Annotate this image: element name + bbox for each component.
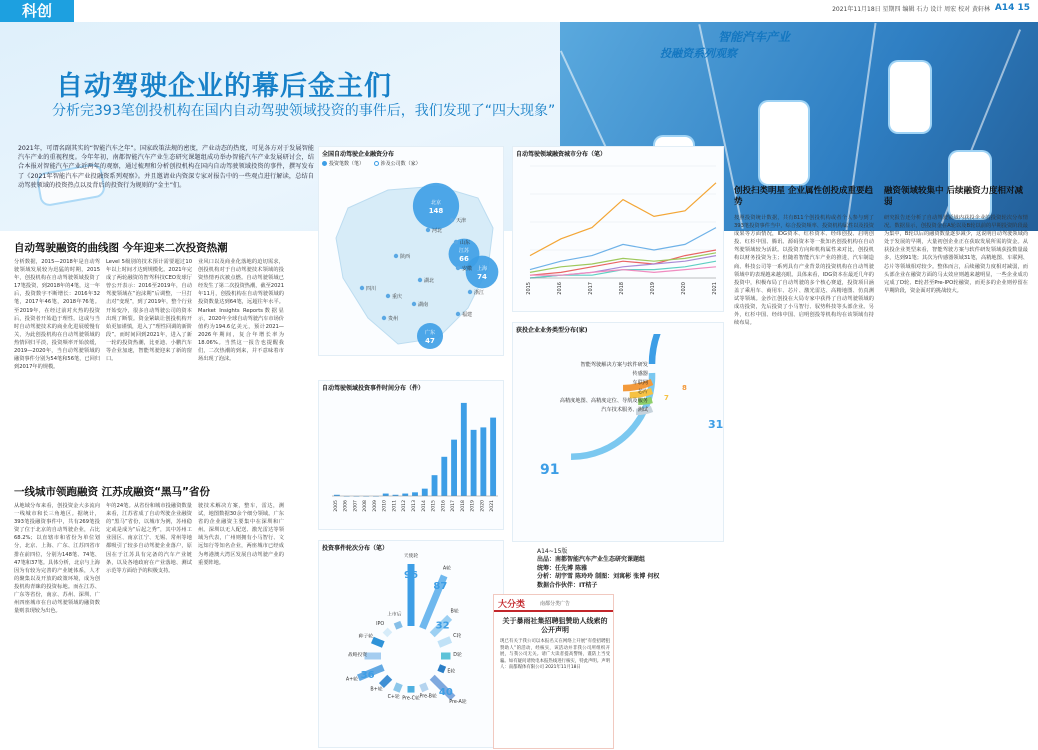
category-label: B轮 bbox=[450, 609, 459, 615]
category-label: 智能驾驶解决方案与软件研发 bbox=[580, 362, 648, 368]
series-line bbox=[530, 267, 716, 275]
car-icon bbox=[890, 62, 930, 132]
legend-item: 涉及公司数（家） bbox=[380, 161, 421, 167]
radial-bar bbox=[397, 622, 400, 628]
map-bubble bbox=[454, 240, 458, 244]
section-heading: 创投扫类明星 企业属性创投成重要趋势 bbox=[734, 186, 873, 207]
top-bar bbox=[0, 0, 1038, 22]
province-label: 河北 bbox=[432, 228, 443, 234]
province-label: 广东 bbox=[424, 330, 436, 336]
province-label: 四川 bbox=[366, 286, 377, 292]
section-logo: 科创 bbox=[0, 0, 74, 22]
category-label: B+轮 bbox=[370, 687, 383, 693]
value-label: 32 bbox=[435, 620, 450, 632]
radial-bar bbox=[422, 684, 425, 691]
radial-bar bbox=[385, 630, 390, 635]
series-title-line2: 投融资系列观察 bbox=[660, 47, 737, 60]
province-label: 天津 bbox=[456, 218, 467, 224]
province-label: 浙江 bbox=[474, 290, 485, 296]
map-bubble bbox=[468, 290, 472, 294]
credits-lead: 统筹：任先博 陈雅 bbox=[537, 564, 588, 572]
business-chart-title: 获投企业业务类型分布(家) bbox=[516, 327, 588, 334]
bar bbox=[383, 494, 389, 496]
credits-analysts: 分析：胡宇雪 陈玲玲 制图：刘寓彬 张博 何权 bbox=[537, 573, 660, 581]
bar-chart-title: 自动驾驶领域投资事件时间分布（件） bbox=[322, 385, 425, 392]
category-label: C轮 bbox=[453, 633, 462, 639]
bar bbox=[441, 457, 447, 496]
bar bbox=[402, 494, 408, 496]
value-label: 87 bbox=[433, 581, 448, 593]
article-column: 年的24笔。从省份和城市投融资数量来看，江苏省成了自动驾驶企业融资的“黑马”省份，以城市为例，苏州稳定或是成为“后起之秀”，其中苏州工业园区、南京江宁、无锡、常州等地都吸引了较多自动驾驶企业落户，原因在于江苏具有完备的汽车产业链条，以及各地政府在产业落地、测试示范等方面给予的积极支持。 bbox=[106, 503, 192, 574]
province-label: 重庆 bbox=[392, 294, 403, 300]
rounds-chart bbox=[318, 552, 504, 748]
map-bubble bbox=[394, 254, 398, 258]
radial-bar bbox=[396, 684, 399, 692]
bar bbox=[451, 440, 457, 496]
bar bbox=[422, 489, 428, 496]
value-label: 91 bbox=[540, 462, 560, 478]
tick-label: 2020 bbox=[681, 282, 687, 295]
ad-header bbox=[494, 595, 613, 609]
tick-label: 2018 bbox=[619, 282, 625, 295]
tick-label: 2017 bbox=[451, 500, 457, 512]
line-chart bbox=[512, 158, 724, 312]
category-label: Pre-A轮 bbox=[449, 699, 467, 705]
category-label: Pre-B轮 bbox=[419, 694, 437, 700]
map-bubble bbox=[456, 312, 460, 316]
map-bubble bbox=[456, 266, 460, 270]
province-label: 上海 bbox=[476, 266, 488, 272]
tick-label: 2009 bbox=[372, 500, 378, 512]
category-label: IPO bbox=[376, 622, 385, 628]
tick-label: 2019 bbox=[470, 500, 476, 512]
bar bbox=[490, 418, 496, 496]
article-column: 业风口以及商业化落地的迫切需求，创投机构对于自动驾驶技术领域的投资热情再次被点燃。自动驾驶领域已经发生了第二次投资热潮，截至2021年11月，创投机构在自动驾驶领域的投资数量达到64笔，远超往年水平。Market Insights Reports数据显示，2020年全球自动驾驶汽车市场价值约为194.6亿美元，预计2021—2026年期间，复合年增长率为18.06%。当然这一报告也提醒我们，二次热潮的到来，并不意味着市场出现了泡沫。 bbox=[198, 259, 284, 363]
map-chart-title: 全国自动驾驶企业融资分布 bbox=[322, 151, 395, 158]
tick-label: 2015 bbox=[431, 500, 437, 512]
province-label: 安徽 bbox=[462, 266, 473, 272]
category-label: E轮 bbox=[447, 669, 456, 675]
series-line bbox=[530, 228, 716, 270]
category-label: Pre-C轮 bbox=[402, 696, 420, 702]
subheadline: 分析完393笔创投机构在国内自动驾驶领域投资的事件后，我们发现了“四大现象” bbox=[52, 103, 556, 119]
tick-label: 2021 bbox=[712, 282, 718, 295]
category-label: 传感器 bbox=[632, 371, 648, 377]
category-label: A轮 bbox=[442, 566, 451, 572]
article-column: Level 5级别的技术预计需要超过10年以上时间才达到规模化。2021年完成了两轮融资的智驾科技CEO发球厅曾公开表示：2016至2019年，自动驾驶领域在“泡沫期”后调整，一旦打击对“变现”，到了2019年，整个行业开始变冷，很多自动驾驶公司的资本出现了断裂。资金紧缺让创投机构开始更加谨慎，进入了“理性回调的新阶段”。而时间回到2021年，进入了新一轮的投资热潮，比亚迪、小鹏汽车等企业加速，智能驾驶迎来了新的窗口。 bbox=[106, 259, 192, 363]
province-value: 148 bbox=[428, 207, 444, 215]
tick-label: 2010 bbox=[382, 500, 388, 512]
tick-label: 2016 bbox=[557, 282, 563, 295]
province-label: 江苏 bbox=[458, 248, 470, 254]
radial-bar bbox=[439, 640, 451, 645]
credits-producer: 出品：南都智能汽车产业生态研究课题组 bbox=[537, 556, 646, 564]
map-bubble bbox=[426, 228, 430, 232]
map-bubble bbox=[417, 323, 443, 349]
value-label: 8 bbox=[682, 384, 687, 392]
category-label: 车联网 bbox=[632, 380, 648, 386]
province-label: 山东 bbox=[460, 240, 471, 246]
bar bbox=[432, 475, 438, 496]
value-label: 40 bbox=[438, 686, 453, 698]
credits bbox=[537, 548, 727, 590]
province-value: 66 bbox=[459, 255, 469, 263]
page-number: A14 15 bbox=[994, 3, 1030, 13]
category-label: 高精度地图、高精度定位、导航及服务 bbox=[559, 398, 648, 404]
tick-label: 2011 bbox=[392, 500, 398, 512]
ad-body: 现已有关于我公司以本报名义在网络上开展“有偿招聘狙赞助人”的活动，经核实，该活动并非我公司所组织开展，与我公司无关。请广大读者提高警惕，谨防上当受骗。如有疑问请致电本报热线进行核实，特此声明。声明人：南都媒体有限公司 2021年11月18日 bbox=[500, 639, 610, 671]
tick-label: 2013 bbox=[412, 500, 417, 512]
series-title-line1: 智能汽车产业 bbox=[717, 30, 790, 44]
category-label: 芯片 bbox=[637, 389, 648, 395]
article-column: 研究报告还分析了自动驾驶领域内获投企业的投资轮次分布情况。数据显示，创投资金在A轮以及B轮以前的早期投资阶段最为集中，B轮以后的融资数量逐步减少，这说明自动驾驶领域尚处于发展的早期，大量初创企业正在获取发展所需的资金。从获投企业类型来看，智能驾驶方案与软件研发领域获投数量最多，达到91笔；其次为传感器领域31笔，高精地图、车联网、芯片等领域相对较少。整体而言，后续融资力度相对减弱，而头部企业在融资方面的马太效应则越来越明显，一些企业成功完成了D轮、E轮甚至Pre-IPO轮融资，而更多的企业则停留在早期阶段，资金面对的挑战较大。 bbox=[884, 215, 1028, 294]
category-label: 汽车技术服务、测试 bbox=[601, 407, 648, 413]
category-label: 种子轮 bbox=[358, 634, 374, 640]
value-label: 7 bbox=[664, 394, 669, 402]
value-label: 31 bbox=[708, 418, 724, 431]
ad-logo: 大分类 bbox=[498, 600, 526, 610]
province-label: 北京 bbox=[430, 200, 442, 206]
section-heading: 自动驾驶融资的曲线图 今年迎来二次投资热潮 bbox=[14, 242, 228, 254]
tick-label: 2017 bbox=[588, 282, 594, 295]
province-label: 湖北 bbox=[424, 278, 435, 284]
map-legend bbox=[322, 160, 421, 167]
business-chart bbox=[512, 334, 724, 542]
series-title bbox=[660, 28, 790, 61]
article-column: 从地域分布来看，创投资金大多流向一线城市和长三角地区。据统计，393笔投融资事件中，共有269笔投资了位于北京的自动驾驶企业，占比68.2%；以直辖市和省份为单位划分，北京、上海、广东、江苏四省市排在前四位，分别为148笔、74笔、47笔和37笔。具体分析，北京与上海因为有较为完善的产业链体系，人才的聚集以及开放的政策环境，成为创投机构青睐的投资标地。而在江苏、广东等省份，南京、苏州、深圳、广州四座城市在自动驾驶领域的融资数量则表现较为出色。 bbox=[14, 503, 100, 615]
map-bubble bbox=[360, 286, 364, 290]
legend-item: 投资笔数（笔） bbox=[329, 161, 365, 167]
tick-label: 2016 bbox=[441, 500, 447, 512]
section-heading: 一线城市领跑融资 江苏成融资“黑马”省份 bbox=[14, 486, 210, 498]
arc-mark bbox=[652, 334, 724, 454]
category-label: 上市后 bbox=[387, 612, 402, 618]
value-label: 36 bbox=[360, 669, 375, 681]
tick-label: 2007 bbox=[353, 500, 359, 512]
intro-paragraph: 2021年，可谓名副其实的“智能汽车之年”。国家政策法规的密度，产业动态的热度，可见各方对于发展智能汽车产业的重视程度。今年年初，南都智能汽车产业生态研究课题组成功举办智能汽车产业发展研讨会，结合本报对智能汽车产业近两年的观察，通过梳理和分析创投机构在国内自动驾驶领域投资的事件，撰写发布了《2021年智能汽车产业投融资系列观察》。并且邀请业内资深专家对报告中的一些观点进行解读，总结自动驾驶领域的投资热点以及背后的投资行为规则的“金主”们。 bbox=[18, 145, 314, 189]
category-label: 战略投资 bbox=[347, 653, 368, 658]
bar bbox=[461, 403, 467, 496]
radial-bar bbox=[372, 640, 383, 645]
bar-chart bbox=[318, 392, 504, 528]
dateline: 2021年11月18日 星期四 编辑 石力 设计 周宏 校对 黄轩林 bbox=[832, 6, 990, 13]
article-column: 按照投资统计数据，共有811个创投机构或者个人参与到了393笔投资事件当中，综合投资频率、投资机构属性以及投资成果等方面情况，IDG资本、红杉资本、经纬创投、启明创投、红杉中国、腾讯、源码资本等一批知名创投机构在自动驾驶领域较为活跃。以投资方向和机构属性来对比，创投机构以财务投资为主；但随着智能汽车产业的推进，汽车制造商、科技公司等一系列具有产业背景的投资机构在自动驾驶领域中的表现越来越亮眼。具体来看，IDG资本在最近几年的投资中，积极布局了自动驾驶的多个核心赛道，投资项目涵盖了乘用车、商用车、芯片、激光雷达、高精地图、仿真测试等领域。金沙江创投在大局专家中获得了自动驾驶领域的成功投资，先后投资了小马智行、驭势科技等头部企业。另外，红杉中国、经纬中国、启明创投等机构均在该领域有持续布局。 bbox=[734, 215, 874, 327]
bar bbox=[471, 430, 477, 496]
car-icon bbox=[950, 152, 990, 218]
ad-title: 关于暴雨社集招聘狙赞助人线索的公开声明 bbox=[502, 617, 608, 634]
category-label: 天使轮 bbox=[403, 554, 419, 559]
map-bubble bbox=[450, 218, 454, 222]
article-column: 驶技术解决方案，整车，雷达，测试，地图数据30余个细分领域。广东省的企业融资主要集中在深圳和广州。深圳以无人配送、激光雷达等领域为代表，广州则拥有小马智行、文远知行等知名企业，两座城市已经成为粤港澳大湾区发展自动驾驶产业的重要阵地。 bbox=[198, 503, 284, 566]
tick-label: 2020 bbox=[480, 500, 486, 512]
classified-ad bbox=[493, 594, 614, 749]
credits-code: A14~15版 bbox=[537, 548, 568, 555]
bar bbox=[412, 492, 418, 496]
map-bubble bbox=[412, 302, 416, 306]
province-label: 湖南 bbox=[418, 302, 429, 308]
ad-subtitle: 南都分类广告 bbox=[540, 601, 571, 607]
category-label: C+轮 bbox=[387, 694, 400, 700]
tick-label: 2014 bbox=[421, 500, 427, 512]
map-bubble bbox=[382, 316, 386, 320]
radial-bar bbox=[439, 667, 445, 670]
tick-label: 2019 bbox=[650, 282, 656, 295]
credits-source: 数据合作伙伴：IT桔子 bbox=[537, 581, 598, 589]
tick-label: 2006 bbox=[343, 500, 349, 512]
tick-label: 2005 bbox=[333, 500, 339, 512]
tick-label: 2008 bbox=[363, 500, 369, 512]
tick-label: 2018 bbox=[460, 500, 466, 512]
rounds-chart-title: 投资事件轮次分布（笔） bbox=[322, 545, 389, 552]
map-bubble bbox=[386, 294, 390, 298]
radial-bar bbox=[381, 677, 389, 685]
tick-label: 2021 bbox=[490, 500, 496, 512]
province-value: 74 bbox=[477, 273, 487, 281]
province-label: 陕西 bbox=[400, 254, 411, 260]
tick-label: 2015 bbox=[526, 282, 532, 295]
category-label: A+轮 bbox=[345, 677, 358, 683]
map-bubble bbox=[418, 278, 422, 282]
article-column: 分析数据，2015—2018年是自动驾驶领域发展较为迅猛的时期，2015年，创投机构在自动驾驶领域投资了17笔投资，到2018年的4笔，这一年后，投资数字不断增长：2016年32笔，2017年46笔，2018年76笔。至2019年，在经过前对火热的投资后，投资者开始趋于理性。这或与当时自动驾驶技术的商业化进展缓慢有关，为此创投机构在自动驾驶领域的热情回归平淡，投资频率开始放缓，2019—2020年，当自动驾驶领域的融资事件分别为54笔和56笔，已回归到2017年的规模。 bbox=[14, 259, 100, 371]
bar bbox=[480, 427, 486, 496]
province-label: 福建 bbox=[462, 312, 473, 318]
province-value: 47 bbox=[425, 337, 435, 345]
section-heading: 融资领域较集中 后续融资力度相对减弱 bbox=[884, 186, 1023, 207]
province-label: 贵州 bbox=[388, 316, 399, 322]
headline: 自动驾驶企业的幕后金主们 bbox=[56, 71, 392, 102]
line-chart-title: 自动驾驶领域融资城市分布（笔） bbox=[516, 151, 607, 158]
tick-label: 2012 bbox=[402, 500, 408, 512]
category-label: D轮 bbox=[453, 653, 462, 658]
china-map bbox=[318, 168, 504, 356]
value-label: 96 bbox=[404, 570, 418, 581]
car-icon bbox=[760, 102, 808, 184]
